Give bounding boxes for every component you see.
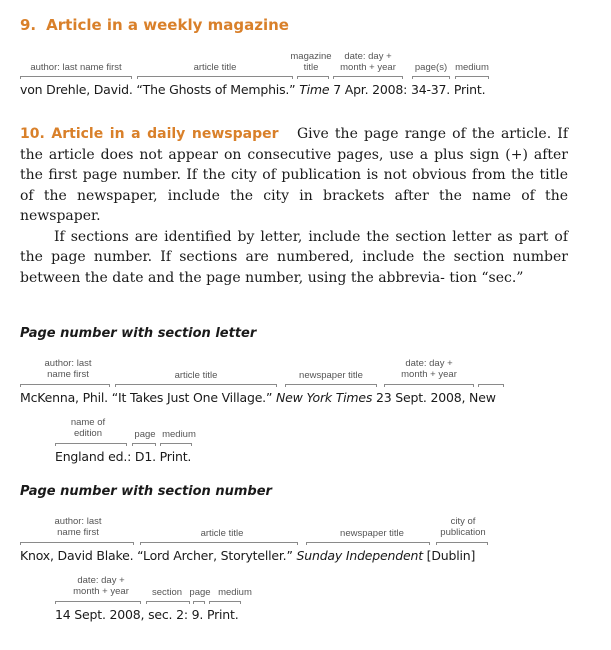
section-10-body [20,124,568,288]
cite-article-title: “It Takes Just One Village.” [111,390,273,405]
bracket-edition-start [478,384,504,387]
cite-medium: Print. [453,82,486,97]
label-article-title: article title [200,528,244,539]
bracket-date [55,601,141,604]
bracket-author [20,76,132,79]
cite-page: D1. [134,449,156,464]
bracket-section [146,601,190,604]
citation-magazine [20,82,485,97]
bracket-newspaper [285,384,377,387]
example-heading-number: Page number with section number [20,484,272,499]
paragraph-text: Give the page range of the article. If the article does not appear on consecutive pages, use a plus sign (+) after the first page number. If the city of publication is not obvious from the title of the newspaper, include the city in brackets after the name of the newspaper. [20,126,569,224]
section-title: Article in a weekly magazine [46,16,289,34]
bracket-edition [55,443,127,446]
cite-medium: Print. [206,607,239,622]
cite-article-title: “Lord Archer, Storyteller.” [137,548,293,563]
section-10-paragraph-1 [20,124,568,227]
citation-newspaper-letter-line2 [55,449,191,464]
label-newspaper-title: newspaper title [340,528,404,539]
cite-pages: 34-37. [410,82,451,97]
cite-page: 9. [191,607,204,622]
label-medium: medium [218,587,252,598]
section-9-heading [20,16,289,34]
bracket-medium [455,76,489,79]
bracket-page [132,443,156,446]
cite-author: von Drehle, David. [20,82,133,97]
example-heading-letter: Page number with section letter [20,326,257,341]
label-section: section [151,587,183,598]
bracket-magazine [297,76,329,79]
section-10-heading: 10. Article in a daily newspaper [20,126,279,142]
cite-date: 23 Sept. 2008, [375,390,466,405]
label-author: author: last name first [30,62,122,73]
label-city: city of publication [440,516,486,538]
label-date: date: day + month + year [73,575,129,597]
bracket-medium [160,443,192,446]
cite-edition: England ed.: [55,449,132,464]
bracket-author [20,542,134,545]
bracket-date [384,384,474,387]
cite-newspaper-title: New York Times [276,390,373,405]
label-pages: page(s) [414,62,448,73]
citation-newspaper-number-line2 [55,607,238,622]
cite-newspaper-title: Sunday Independent [296,548,423,563]
cite-section: sec. 2: [148,607,188,622]
cite-magazine-title: Time [299,82,330,97]
label-page: page [134,429,156,440]
bracket-newspaper [306,542,430,545]
section-10-paragraph-2: If sections are identified by letter, include the section letter as part of the page number. If sections are numbered, include the section number between the date and the page number, using the abbrevia- tion “sec.” [20,228,568,286]
cite-edition: New [469,390,496,405]
label-date: date: day + month + year [340,51,396,73]
cite-author: Knox, David Blake. [20,548,134,563]
label-article-title: article title [174,370,218,381]
cite-author: McKenna, Phil. [20,390,108,405]
cite-date: 14 Sept. 2008, [55,607,145,622]
label-medium: medium [455,62,489,73]
cite-city: [Dublin] [426,548,476,563]
bracket-date [333,76,403,79]
cite-article-title: “The Ghosts of Memphis.” [136,82,296,97]
label-page: page [189,587,211,598]
citation-newspaper-letter-line1 [20,390,496,405]
label-date: date: day + month + year [401,358,457,380]
label-edition: name of edition [70,417,106,439]
bracket-article-title [115,384,277,387]
label-magazine-title: magazine title [290,51,332,73]
bracket-author [20,384,110,387]
label-medium: medium [162,429,196,440]
label-author: author: last name first [44,358,92,380]
section-number: 9. [20,16,37,34]
cite-date: 7 Apr. 2008: [333,82,408,97]
label-article-title: article title [193,62,237,73]
cite-medium: Print. [159,449,192,464]
bracket-article-title [140,542,298,545]
bracket-medium [209,601,241,604]
label-newspaper-title: newspaper title [299,370,363,381]
bracket-pages [412,76,450,79]
bracket-city [436,542,488,545]
label-author: author: last name first [54,516,102,538]
bracket-article-title [137,76,293,79]
citation-newspaper-number-line1 [20,548,475,563]
bracket-page [193,601,205,604]
